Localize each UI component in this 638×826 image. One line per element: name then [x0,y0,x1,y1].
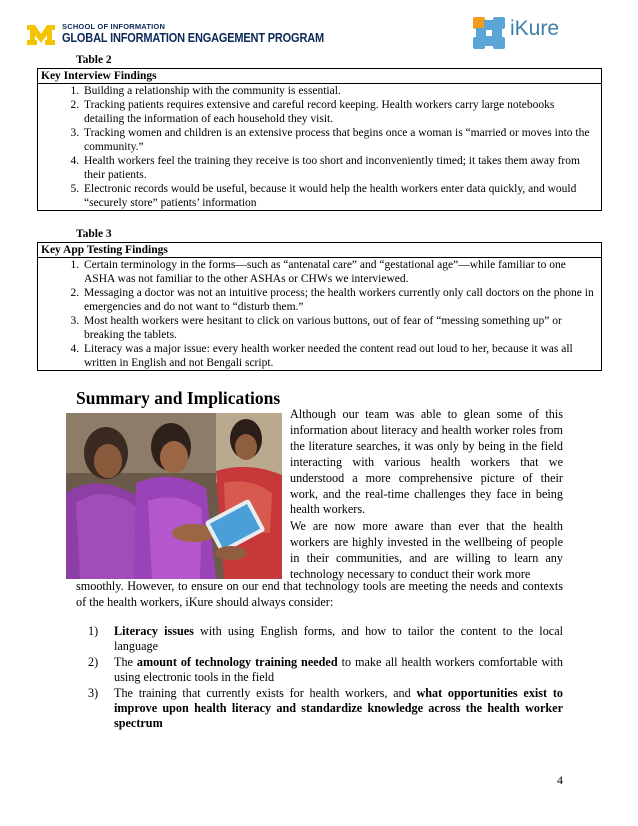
table2-list [38,84,601,210]
list-text-pre: The [114,654,137,669]
list-item [76,624,563,655]
list-item [76,655,563,686]
table3 [37,242,602,371]
health-workers-photo [66,413,282,579]
program-name: GLOBAL INFORMATION ENGAGEMENT PROGRAM [62,31,324,45]
table2-item: 5. Electronic records would be useful, because it would help the health workers enter data quickly, and would “securely store” patients’ information [82,182,595,210]
ikure-logo-icon [470,14,508,52]
summary-paragraph-1: Although our team was able to glean some of this information about literacy and health worker roles from the literature searches, it was only by being in the field interacting with various health workers that we understood a more comprehensive picture of their work, and the real-time challenges they face in being health workers. [290,407,563,517]
list-text-pre: The training that currently exists for health workers, and [114,685,417,700]
summary-paragraph-2: We are now more aware than ever that the health workers are highly invested in the wellbeing of people in their communities, and are willing to learn any technology necessary to conduct their work more [290,519,563,581]
table3-heading: Key App Testing Findings [38,243,601,258]
table2-heading: Key Interview Findings [38,69,601,84]
list-number: 1) [88,624,99,638]
list-number: 3) [88,685,99,700]
ikure-wordmark: iKure [510,17,560,40]
table2-item: 1. Building a relationship with the community is essential. [82,84,595,98]
table3-item: 1. Certain terminology in the forms—such as “antenatal care” and “gestational age”—while familiar to one ASHA was not familiar to the other ASHAs or CHWs we interviewed. [82,258,595,286]
table2-item: 3. Tracking women and children is an extensive process that begins once a woman is “married or moves into the community.” [82,126,595,154]
page-number: 4 [557,773,563,787]
list-item [76,686,563,732]
table2-item: 4. Health workers feel the training they receive is too short and inconveniently timed; it takes them away from their patients. [82,154,595,182]
considerations-list [76,624,563,732]
list-number: 2) [88,654,99,669]
summary-paragraph-2-continued: smoothly. However, to ensure on our end that technology tools are meeting the needs and contexts of the health workers, iKure should always consider: [76,579,563,609]
table2 [37,68,602,211]
table2-caption: Table 2 [76,54,112,66]
list-text-bold: amount of technology training needed [136,654,338,669]
table3-item: 4. Literacy was a major issue: every health worker needed the content read out loud to her, because it was all written in English and not Bengali script. [82,342,595,370]
school-name: SCHOOL OF INFORMATION [62,22,166,31]
table3-caption: Table 3 [76,228,112,240]
table3-item: 3. Most health workers were hesitant to click on various buttons, out of fear of “messing something up” or breaking the tablets. [82,314,595,342]
list-text-post: to make all health workers comfortable with using electronic tools in the field [114,654,563,685]
table3-item: 2. Messaging a doctor was not an intuitive process; the health workers currently only call doctors on the phone in emergencies and do not want to “disturb them.” [82,286,595,314]
list-text-bold: what opportunities exist to improve upon health literacy and standardize knowledge across the health worker spectrum [114,685,564,731]
list-text-bold: Literacy issues [114,624,194,638]
list-text-post: with using English forms, and how to tailor the content to the local language [114,624,563,654]
table2-item: 2. Tracking patients requires extensive and careful record keeping. Health workers carry large notebooks detailing the information of each household they visit. [82,98,595,126]
university-michigan-logo-icon [26,24,56,46]
table3-list [38,258,601,370]
section-heading: Summary and Implications [76,388,281,408]
